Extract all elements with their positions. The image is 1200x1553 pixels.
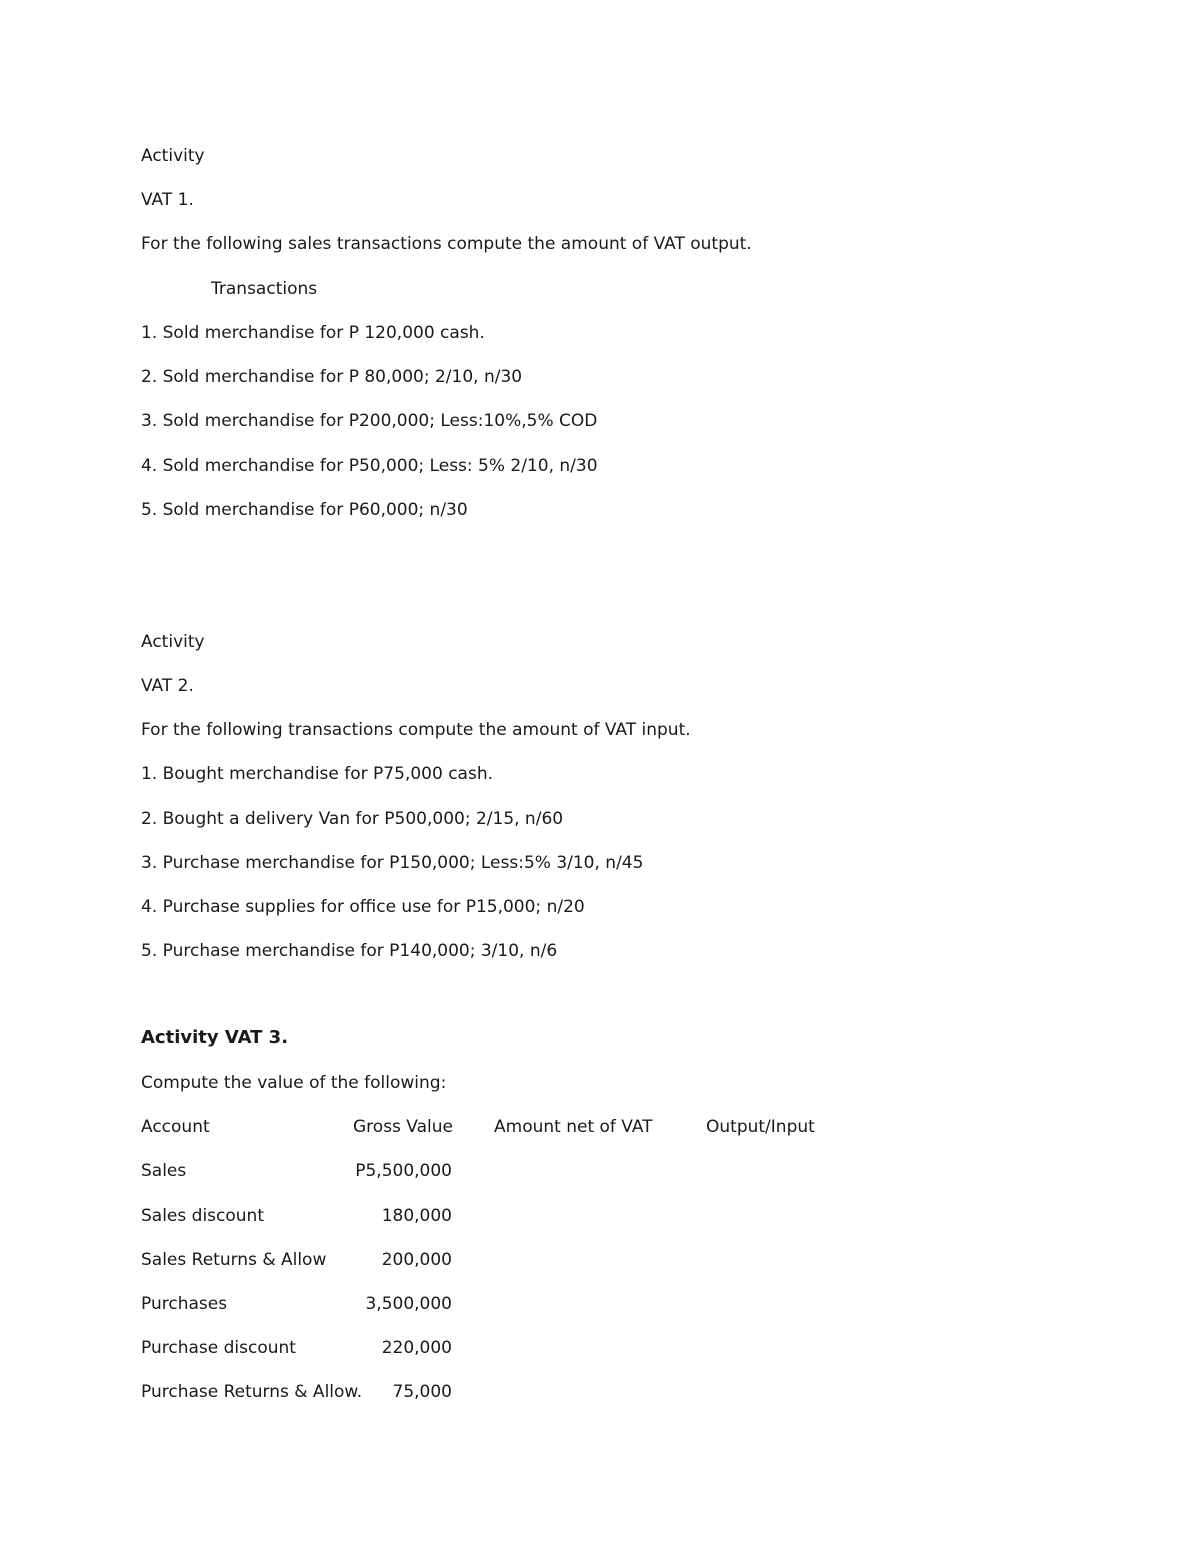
list-item: 1. Bought merchandise for P75,000 cash. xyxy=(141,764,493,784)
activity2-instruction: For the following transactions compute the amount of VAT input. xyxy=(141,720,691,740)
list-item: 4. Purchase supplies for office use for P15,000; n/20 xyxy=(141,897,585,917)
row-account: Sales discount xyxy=(141,1206,264,1226)
list-item: 5. Purchase merchandise for P140,000; 3/10, n/6 xyxy=(141,941,558,961)
header-amount-net-of-vat: Amount net of VAT xyxy=(494,1117,653,1137)
header-account: Account xyxy=(141,1117,210,1137)
activity3-instruction: Compute the value of the following: xyxy=(141,1073,447,1093)
activity1-title: VAT 1. xyxy=(141,190,194,210)
row-account: Purchase discount xyxy=(141,1338,296,1358)
activity1-subheading: Transactions xyxy=(211,279,318,299)
header-gross-value: Gross Value xyxy=(353,1117,453,1137)
list-item: 5. Sold merchandise for P60,000; n/30 xyxy=(141,500,468,520)
list-item: 2. Sold merchandise for P 80,000; 2/10, n/30 xyxy=(141,367,523,387)
row-account: Purchase Returns & Allow. xyxy=(141,1382,363,1402)
row-gross-value: 220,000 xyxy=(381,1338,452,1358)
row-gross-value: 3,500,000 xyxy=(365,1294,452,1314)
activity2-title: VAT 2. xyxy=(141,676,194,696)
row-account: Purchases xyxy=(141,1294,228,1314)
activity1-instruction: For the following sales transactions compute the amount of VAT output. xyxy=(141,234,752,254)
activity1-label: Activity xyxy=(141,146,205,166)
row-account: Sales Returns & Allow xyxy=(141,1250,327,1270)
activity2-label: Activity xyxy=(141,632,205,652)
list-item: 3. Purchase merchandise for P150,000; Less:5% 3/10, n/45 xyxy=(141,853,644,873)
activity3-title: Activity VAT 3. xyxy=(141,1027,289,1048)
row-gross-value: P5,500,000 xyxy=(355,1161,452,1181)
list-item: 2. Bought a delivery Van for P500,000; 2/15, n/60 xyxy=(141,809,564,829)
row-gross-value: 75,000 xyxy=(392,1382,452,1402)
row-gross-value: 200,000 xyxy=(381,1250,452,1270)
row-account: Sales xyxy=(141,1161,187,1181)
header-output-input: Output/Input xyxy=(706,1117,815,1137)
row-gross-value: 180,000 xyxy=(381,1206,452,1226)
list-item: 1. Sold merchandise for P 120,000 cash. xyxy=(141,323,485,343)
list-item: 4. Sold merchandise for P50,000; Less: 5% 2/10, n/30 xyxy=(141,456,598,476)
list-item: 3. Sold merchandise for P200,000; Less:10%,5% COD xyxy=(141,411,598,431)
